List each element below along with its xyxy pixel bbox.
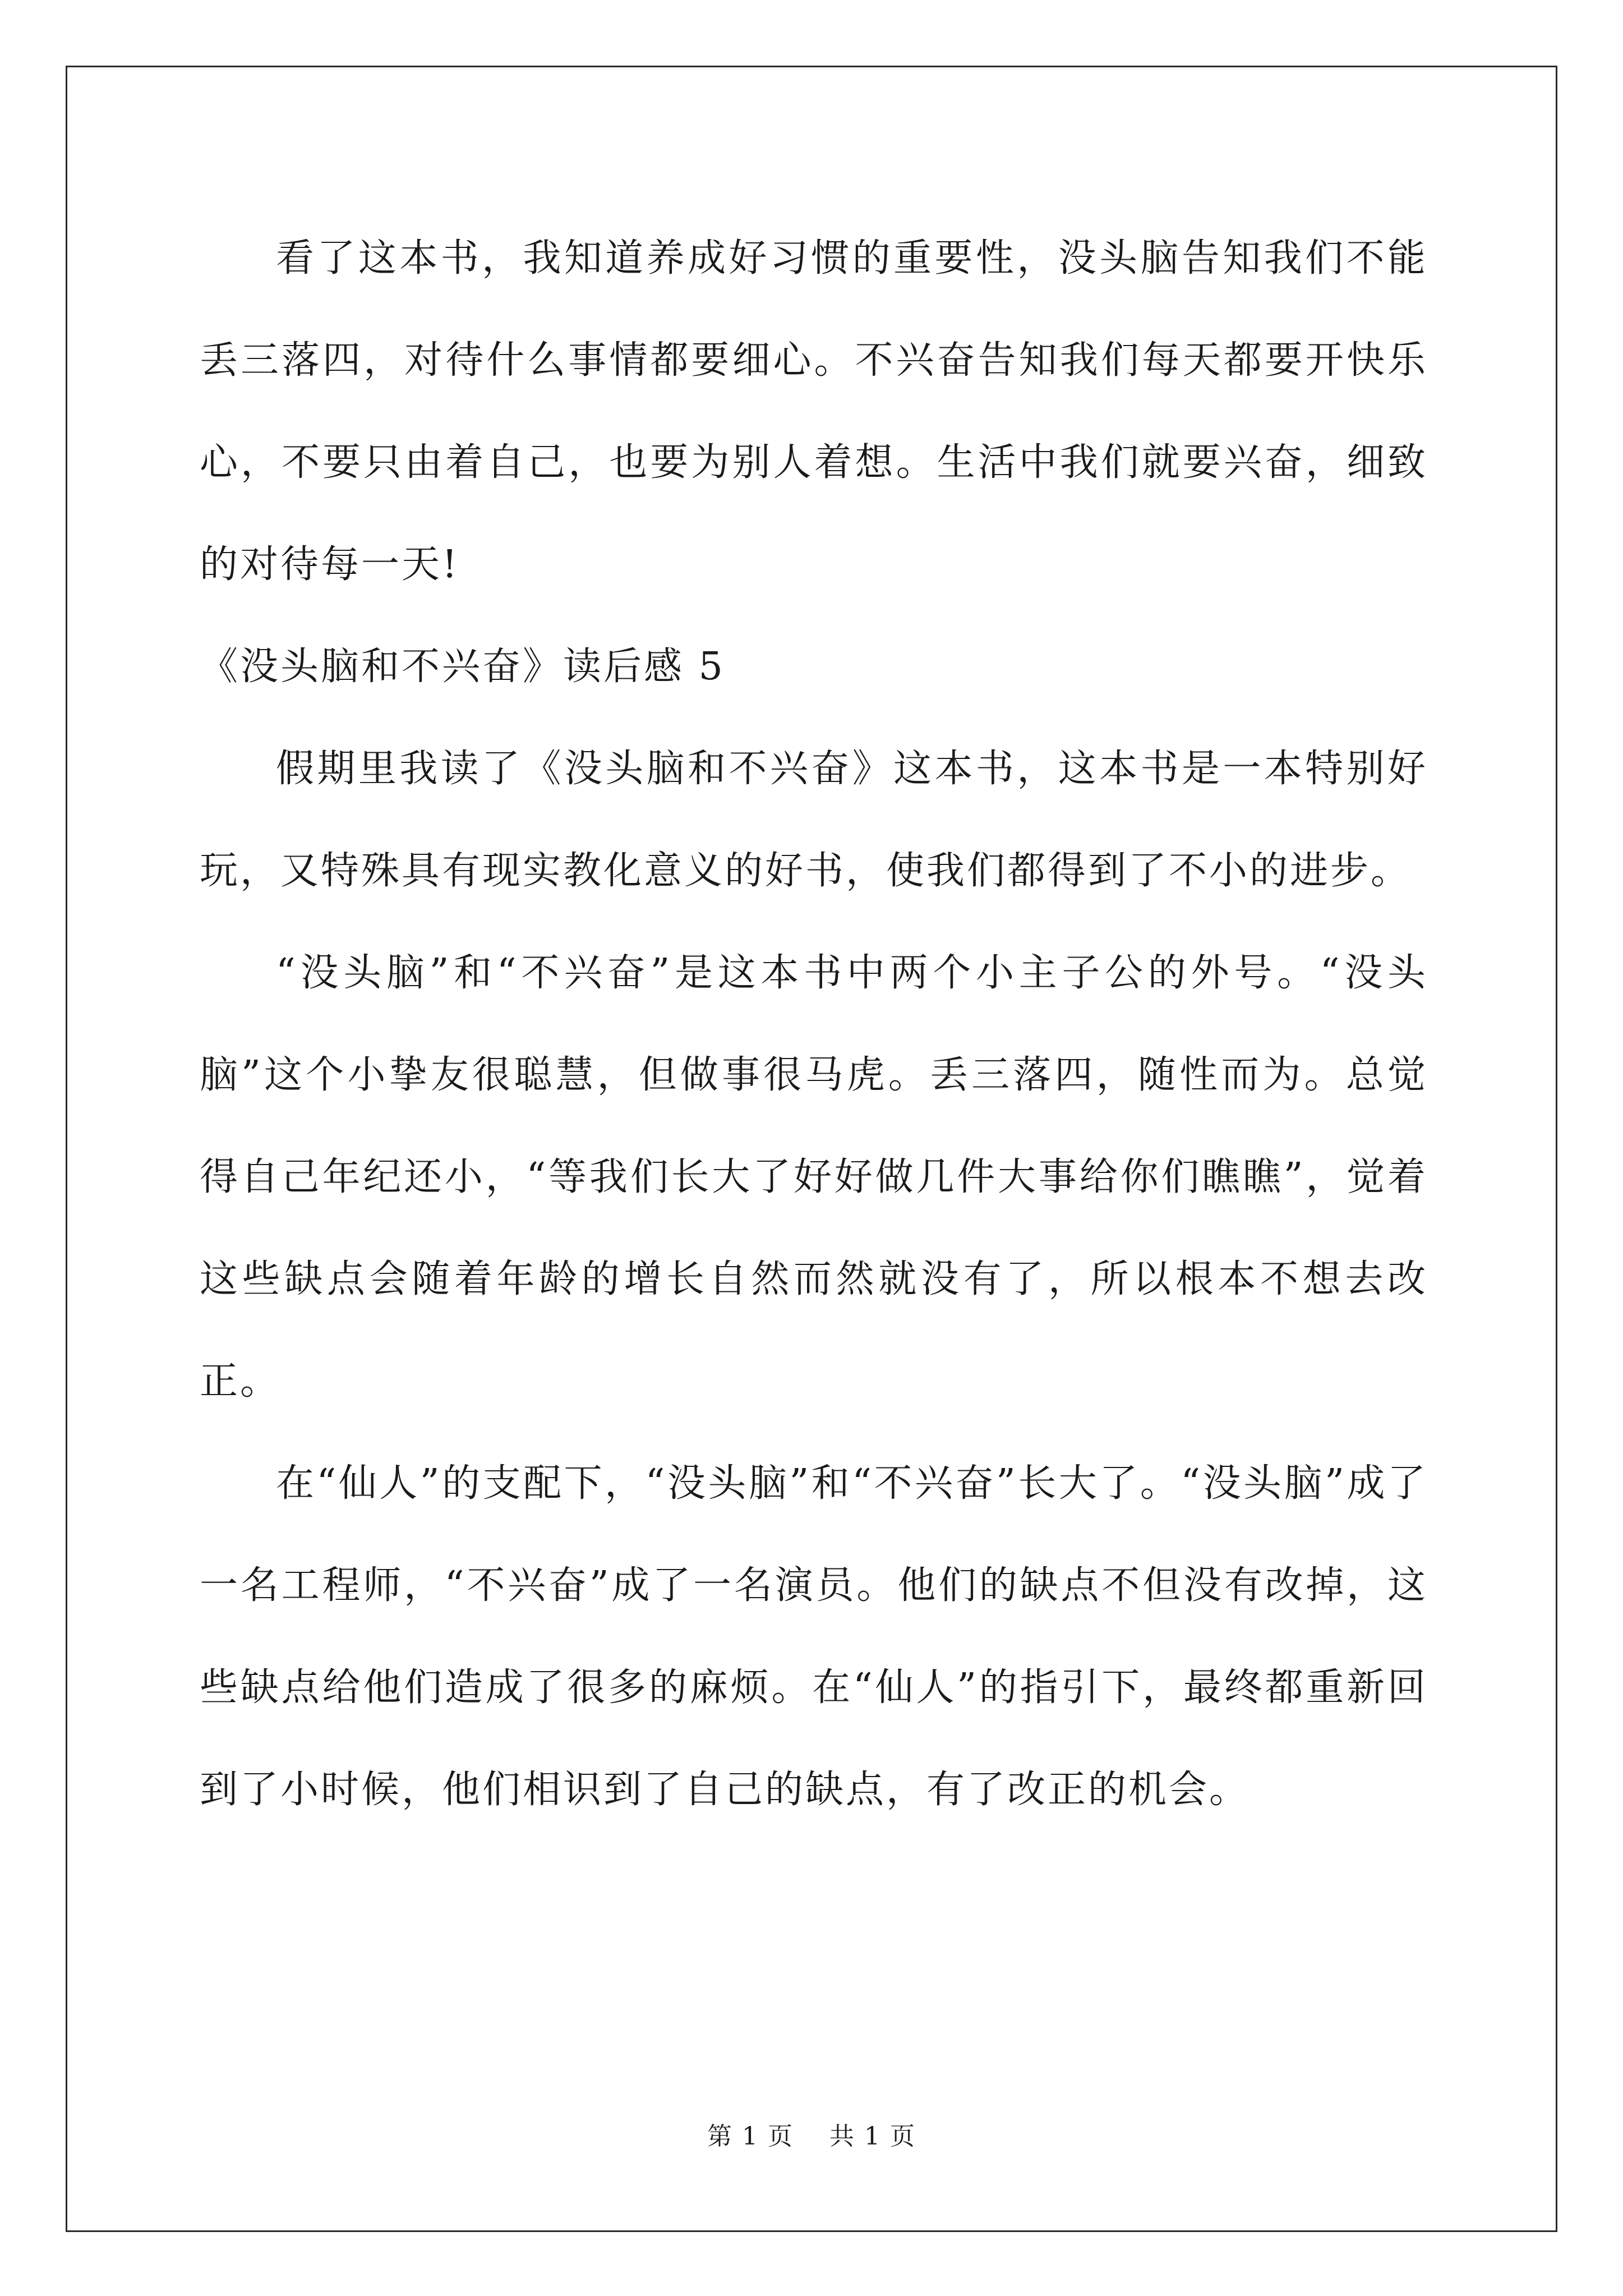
page-number: 第 1 页: [707, 2122, 794, 2151]
paragraph-3: “没头脑”和“不兴奋”是这本书中两个小主子公的外号。“没头脑”这个小挚友很聪慧，但做事很马虎。丢三落四，随性而为。总觉得自己年纪还小，“等我们长大了好好做几件大事给你们瞧瞧”，觉着这些缺点会随着年龄的增长自然而然就没有了，所以根本不想去改正。: [200, 951, 1428, 1404]
section-heading: 《没头脑和不兴奋》读后感 5: [200, 645, 725, 689]
paragraph-1: 看了这本书，我知道养成好习惯的重要性，没头脑告知我们不能丢三落四，对待什么事情都要细心。不兴奋告知我们每天都要开快乐心，不要只由着自己，也要为别人着想。生活中我们就要兴奋，细致的对待每一天!: [200, 236, 1428, 587]
paragraph-2: 假期里我读了《没头脑和不兴奋》这本书，这本书是一本特别好玩，又特殊具有现实教化意义的好书，使我们都得到了不小的进步。: [200, 747, 1428, 893]
page-footer: [0, 2116, 1623, 2152]
document-body: [200, 208, 1428, 1841]
paragraph-4: 在“仙人”的支配下，“没头脑”和“不兴奋”长大了。“没头脑”成了一名工程师，“不兴奋”成了一名演员。他们的缺点不但没有改掉，这些缺点给他们造成了很多的麻烦。在“仙人”的指引下，最终都重新回到了小时候，他们相识到了自己的缺点，有了改正的机会。: [200, 1461, 1428, 1812]
page-total: 共 1 页: [829, 2122, 916, 2151]
